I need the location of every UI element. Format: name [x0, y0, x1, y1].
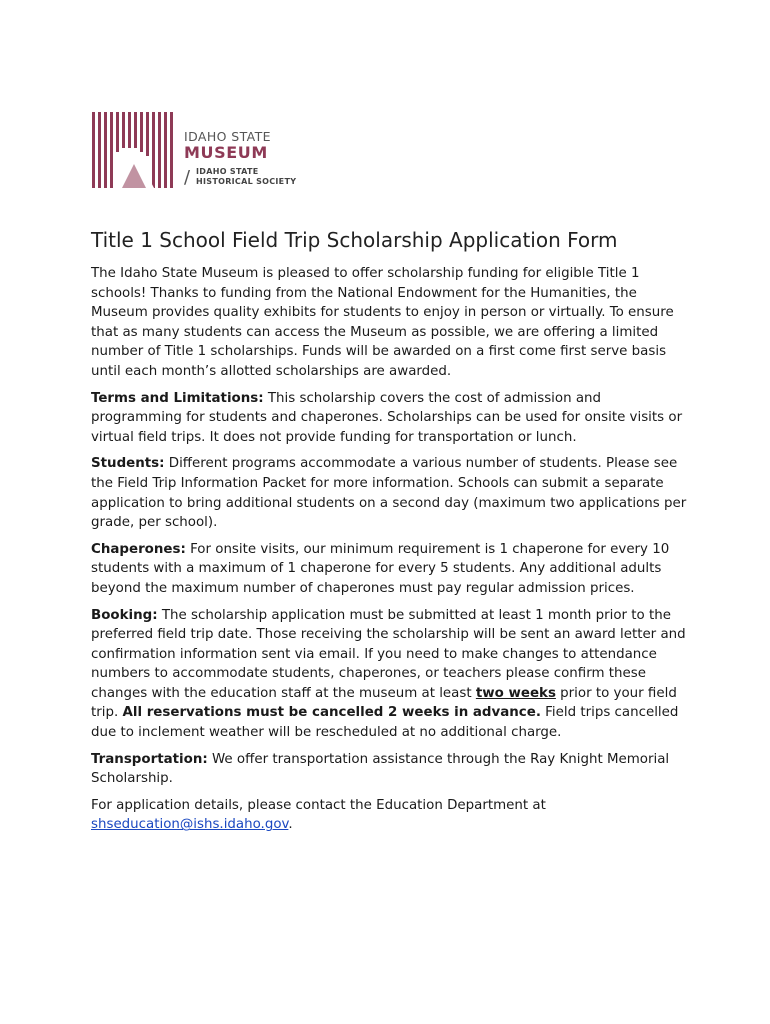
- logo-wordmark: [184, 130, 271, 162]
- chaperones-heading: Chaperones:: [91, 541, 186, 557]
- contact-paragraph: [91, 796, 691, 835]
- students-text: Different programs accommodate a various number of students. Please see the Field Trip Information Packet for more information. Schools can submit a separate application to bring additional students on a second day (maximum two applications per grade, per school).: [91, 456, 687, 531]
- terms-heading: Terms and Limitations:: [91, 390, 264, 406]
- students-heading: Students:: [91, 456, 165, 472]
- museum-logo: [92, 110, 302, 190]
- chaperones-paragraph: [91, 540, 691, 599]
- transportation-heading: Transportation:: [91, 751, 208, 767]
- logo-line-idaho-state: IDAHO STATE: [184, 129, 271, 144]
- booking-text-2: prior to your field trip.: [91, 685, 677, 721]
- chaperones-text: For onsite visits, our minimum requirement is 1 chaperone for every 10 students with a maximum of 1 chaperone for every 5 students. Any additional adults beyond the maximum number of chaperones must pay regular admission prices.: [91, 541, 670, 596]
- logo-slash: /: [184, 167, 191, 188]
- booking-heading: Booking:: [91, 607, 158, 623]
- intro-paragraph: The Idaho State Museum is pleased to offer scholarship funding for eligible Title 1 schools! Thanks to funding from the National Endowment for the Humanities, the Museum provides quality exhibits for students to enjoy in person or virtually. To ensure that as many students can access the Museum as possible, we are offering a limited number of Title 1 scholarships. Funds will be awarded on a first come first serve basis until each month’s allotted scholarships are awarded.: [91, 266, 674, 379]
- logo-line-idaho-state-2: IDAHO STATE: [196, 167, 259, 176]
- booking-text-3: Field trips cancelled due to inclement weather will be rescheduled at no additional charge.: [91, 705, 679, 741]
- booking-text-1: The scholarship application must be submitted at least 1 month prior to the preferred field trip date. Those receiving the scholarship will be sent an award letter and confirmation information sent via email. If you need to make changes to attendance numbers to accommodate students, chaperones, or teachers please confirm these changes with the education staff at the museum at least: [91, 607, 686, 701]
- logo-line-historical-society: HISTORICAL SOCIETY: [196, 177, 297, 186]
- museum-logo-mark-icon: [92, 110, 176, 190]
- students-paragraph: [91, 454, 691, 532]
- contact-period: .: [288, 817, 293, 833]
- page-title: Title 1 School Field Trip Scholarship Application Form: [91, 228, 618, 252]
- logo-line-museum: MUSEUM: [184, 143, 268, 162]
- booking-paragraph: [91, 606, 691, 743]
- transportation-paragraph: [91, 750, 691, 789]
- terms-paragraph: [91, 389, 691, 448]
- logo-society: [196, 167, 296, 187]
- booking-two-weeks: two weeks: [475, 685, 556, 701]
- transportation-text: We offer transportation assistance through the Ray Knight Memorial Scholarship.: [91, 751, 670, 787]
- terms-text: This scholarship covers the cost of admission and programming for students and chaperones. Scholarships can be used for onsite visits or virtual field trips. It does not provide funding for transportation or lunch.: [91, 390, 683, 445]
- document-body: [91, 264, 691, 842]
- booking-cancellation-notice: All reservations must be cancelled 2 weeks in advance.: [122, 705, 541, 721]
- contact-text: For application details, please contact the Education Department at: [91, 797, 546, 813]
- contact-email-link[interactable]: shseducation@ishs.idaho.gov: [91, 817, 289, 833]
